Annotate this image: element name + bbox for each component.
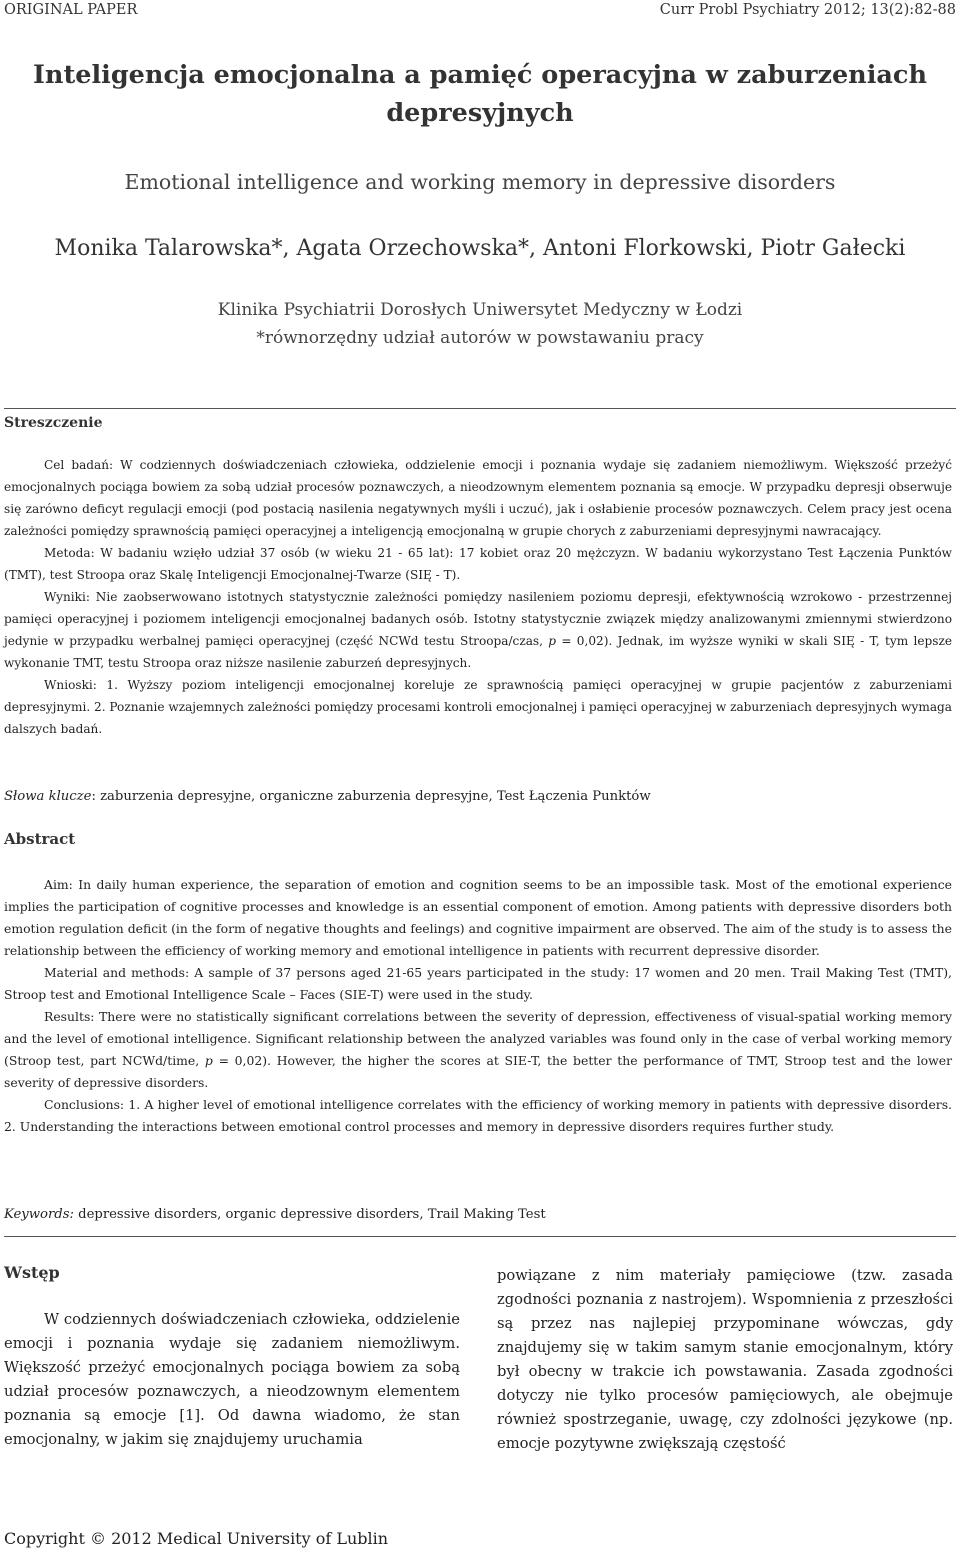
polish-keywords <box>4 786 952 808</box>
affiliation: Klinika Psychiatrii Dorosłych Uniwersytet Medyczny w Łodzi <box>217 300 743 320</box>
author-list: Monika Talarowska*, Agata Orzechowska*, Antoni Florkowski, Piotr Gałecki <box>54 236 906 261</box>
results-text-a: Results: There were no statistically significant correlations between the severity of depression, effectiveness of visual-spatial working memory and the level of emotional intelligence. Significant relationship between the analyzed variables was found only in the case of verbal working memory (Stroop test, part NCWd/time, <box>4 1009 952 1068</box>
copyright-notice: Copyright © 2012 Medical University of Lublin <box>4 1529 389 1548</box>
section-divider <box>4 1236 956 1237</box>
author-contribution-note: *równorzędny udział autorów w powstawaniu pracy <box>256 328 704 348</box>
keywords-label: Keywords: <box>4 1207 74 1222</box>
streszczenie-conclusions: Wnioski: 1. Wyższy poziom inteligencji emocjonalnej koreluje ze sprawnością pamięci operacyjnej w grupie pacjentów z zaburzeniami depresyjnymi. 2. Poznanie wzajemnych zależności pomiędzy procesami kontroli emocjonalnej i pamięci operacyjnej w zaburzeniach depresyjnych wymaga dalszych badań. <box>4 678 952 736</box>
paper-title-line-2: depresyjnych <box>386 98 574 128</box>
abstract-body <box>4 874 952 1138</box>
p-value-symbol: p <box>204 1053 213 1068</box>
english-keywords <box>4 1204 952 1226</box>
journal-section-label: ORIGINAL PAPER <box>4 2 138 18</box>
abstract-methods: Material and methods: A sample of 37 persons aged 21-65 years participated in the study: 17 women and 20 men. Trail Making Test (TMT), Stroop test and Emotional Intelligence Scale – Faces (SIE-T) were used in the study. <box>4 965 952 1002</box>
abstract-conclusions: Conclusions: 1. A higher level of emotional intelligence correlates with the efficiency of working memory in patients with depressive disorders. 2. Understanding the interactions between emotional control processes and memory in depressive disorders requires further study. <box>4 1097 952 1134</box>
keywords-label: Słowa klucze <box>4 789 92 804</box>
streszczenie-heading: Streszczenie <box>4 415 103 431</box>
results-text-b: = 0,02). However, the higher the scores at SIE-T, the better the performance of TMT, Stroop test and the lower severity of depressive disorders. <box>4 1053 952 1090</box>
paper-english-title: Emotional intelligence and working memory in depressive disorders <box>124 170 836 194</box>
abstract-results <box>4 1006 952 1094</box>
p-value-symbol: p <box>548 634 557 648</box>
abstract-heading: Abstract <box>4 830 76 848</box>
abstract-aim: Aim: In daily human experience, the separation of emotion and cognition seems to be an impossible task. Most of the emotional experience implies the participation of cognitive processes and knowledge is an essential component of emotion. Among patients with depressive disorders both emotion regulation deficit (in the form of negative thoughts and feelings) and cognitive impairment are observed. The aim of the study is to assess the relationship between the efficiency of working memory and emotional intelligence in patients with recurrent depressive disorder. <box>4 877 952 958</box>
introduction-right-column: powiązane z nim materiały pamięciowe (tzw. zasada zgodności poznania z nastrojem). Wspomnienia z przeszłości są przez nas najlepiej przypominane wówczas, gdy znajdujemy się w takim samym stanie emocjonalnym, który był obecny w trakcie ich powstawania. Zasada zgodności dotyczy nie tylko procesów pamięciowych, ale obejmuje również spostrzeganie, uwagę, czy zdolności językowe (np. emocje pozytywne zwiększają częstość <box>497 1267 953 1452</box>
journal-citation: Curr Probl Psychiatry 2012; 13(2):82-88 <box>659 2 956 18</box>
results-text-b: = 0,02). Jednak, im wyższe wyniki w skali SIĘ - T, tym lepsze wykonanie TMT, testu Stroopa oraz niższe nasilenie zaburzeń depresyjnych. <box>4 634 952 670</box>
paper-title-line-1: Inteligencja emocjonalna a pamięć operacyjna w zaburzeniach <box>33 60 927 90</box>
streszczenie-aim: Cel badań: W codziennych doświadczeniach człowieka, oddzielenie emocji i poznania wydaje się zadaniem niemożliwym. Większość przeżyć emocjonalnych pociąga bowiem za sobą udział procesów poznawczych, a nieodzownym elementem poznania są emocje. W przypadku depresji obserwuje się zarówno deficyt regulacji emocji (pod postacią nasilenia negatywnych myśli i uczuć), jak i osłabienie procesów poznawczych. Celem pracy jest ocena zależności pomiędzy sprawnością pamięci operacyjnej a inteligencją emocjonalną w grupie chorych z zaburzeniami depresyjnymi nawracający. <box>4 458 952 538</box>
section-divider <box>4 408 956 409</box>
streszczenie-body <box>4 454 952 740</box>
introduction-left-column: W codziennych doświadczeniach człowieka, oddzielenie emocji i poznania wydaje się zadaniem niemożliwym. Większość przeżyć emocjonalnych pociąga bowiem za sobą udział procesów poznawczych, a nieodzownym elementem poznania są emocje [1]. Od dawna wiadomo, że stan emocjonalny, w jakim się znajdujemy uruchamia <box>4 1311 460 1448</box>
streszczenie-method: Metoda: W badaniu wzięło udział 37 osób (w wieku 21 - 65 lat): 17 kobiet oraz 20 mężczyzn. W badaniu wykorzystano Test Łączenia Punktów (TMT), test Stroopa oraz Skalę Inteligencji Emocjonalnej-Twarze (SIĘ - T). <box>4 546 952 582</box>
streszczenie-results <box>4 586 952 674</box>
introduction-heading: Wstęp <box>4 1263 60 1282</box>
results-text-a: Wyniki: Nie zaobserwowano istotnych statystycznie zależności pomiędzy nasileniem poziomu depresji, efektywnością wzrokowo - przestrzennej pamięci operacyjnej i poziomem inteligencji emocjonalnej badanych osób. Istotny statystycznie związek między analizowanymi zmiennymi stwierdzono jedynie w przypadku werbalnej pamięci operacyjnej (część NCWd testu Stroopa/czas, <box>4 590 952 648</box>
keywords-text: depressive disorders, organic depressive disorders, Trail Making Test <box>73 1207 546 1222</box>
keywords-text: : zaburzenia depresyjne, organiczne zaburzenia depresyjne, Test Łączenia Punktów <box>91 789 651 804</box>
